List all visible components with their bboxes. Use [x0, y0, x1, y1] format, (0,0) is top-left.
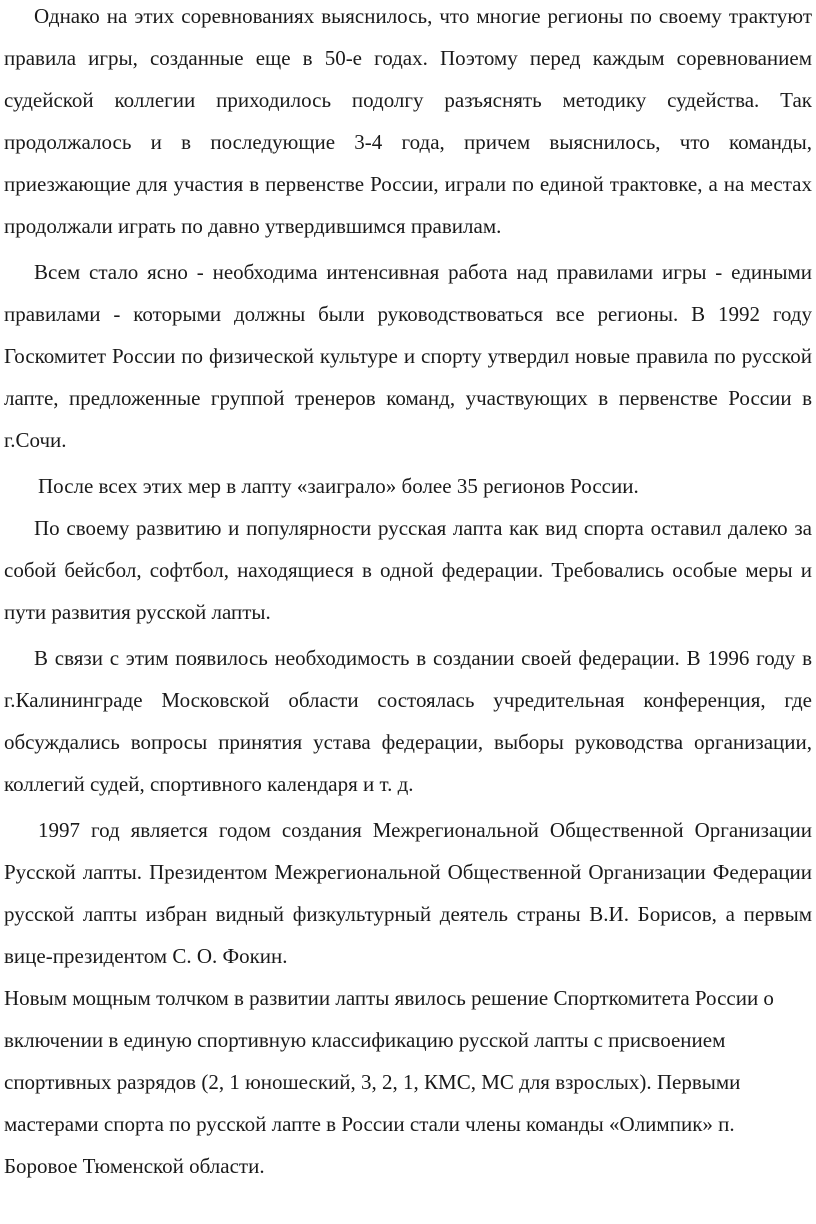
paragraph-1: Однако на этих соревнованиях выяснилось, что многие регионы по своему трактуют правила игры, созданные еще в 50-е годах. Поэтому перед каждым соревнованием судейской коллегии приходилось подолгу разъяснять методику судейства. Так продолжалось и в последующие 3-4 года, причем выяснилось, что команды, приезжающие для участия в первенстве России, играли по единой трактовке, а на местах продолжали играть по давно утвердившимся правилам.: [4, 4, 812, 238]
paragraph-6: 1997 год является годом создания Межрегиональной Общественной Организации Русской лапты. Президентом Межрегиональной Общественной Организации Федерации русской лапты избран видный физкультурный деятель страны В.И. Борисов, а первым вице-президентом С. О. Фокин.: [4, 818, 812, 968]
paragraph-3: После всех этих мер в лапту «заиграло» более 35 регионов России.: [38, 474, 639, 498]
paragraph-4: По своему развитию и популярности русская лапта как вид спорта оставил далеко за собой бейсбол, софтбол, находящиеся в одной федерации. Требовались особые меры и пути развития русской лапты.: [4, 516, 812, 624]
paragraph-2: Всем стало ясно - необходима интенсивная работа над правилами игры - едиными правилами - которыми должны были руководствоваться все регионы. В 1992 году Госкомитет России по физической культуре и спорту утвердил новые правила по русской лапте, предложенные группой тренеров команд, участвующих в первенстве России в г.Сочи.: [4, 260, 812, 452]
paragraph-5: В связи с этим появилось необходимость в создании своей федерации. В 1996 году в г.Калининграде Московской области состоялась учредительная конференция, где обсуждались вопросы принятия устава федерации, выборы руководства организации, коллегий судей, спортивного календаря и т. д.: [4, 646, 812, 796]
paragraph-7: Новым мощным толчком в развитии лапты явилось решение Спорткомитета России о включении в единую спортивную классификацию русской лапты с присвоением спортивных разрядов (2, 1 юношеский, 3, 2, 1, КМС, МС для взрослых). Первыми мастерами спорта по русской лапте в России стали члены команды «Олимпик» п. Боровое Тюменской области.: [4, 986, 774, 1178]
